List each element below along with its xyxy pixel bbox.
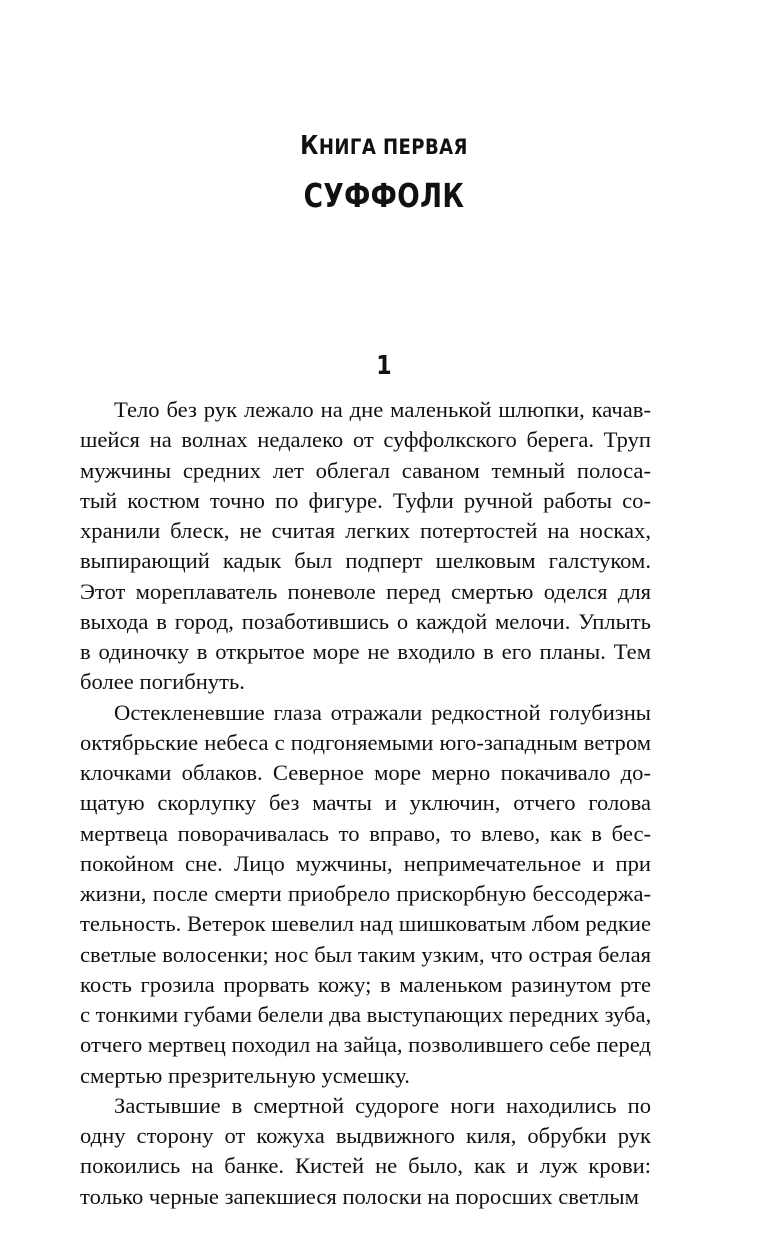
text-line: Остекленевшие глаза отражали редкостной голубизны — [114, 699, 651, 725]
text-line: покоились на банке. Кистей не было, как и луж крови: — [80, 1153, 651, 1179]
text-line: шейся на волнах недалеко от суффолкского берега. Труп — [80, 427, 651, 453]
paragraph — [80, 395, 651, 698]
book-title-rest: НИГА ПЕРВАЯ — [318, 135, 468, 159]
part-title: СУФФОЛК — [303, 176, 465, 215]
text-line: тый костюм точно по фигуре. Туфли ручной работы со- — [80, 487, 651, 513]
book-title — [54, 131, 714, 161]
text-line: Этот мореплаватель поневоле перед смертью оделся для — [80, 578, 651, 604]
text-line: жизни, после смерти приобрело прискорбную бессодержа- — [80, 881, 651, 906]
text-line: хранили блеск, не считая легких потертостей на носках, — [80, 518, 651, 543]
text-line: кость грозила прорвать кожу; в маленьком разинутом рте — [80, 971, 651, 997]
text-line: Застывшие в смертной судороге ноги находились по — [114, 1092, 651, 1118]
text-line: в одиночку в открытое море не входило в его планы. Тем — [80, 639, 651, 664]
book-title-initial: К — [300, 131, 319, 161]
paragraph — [80, 1091, 651, 1212]
text-line: тельность. Ветерок шевелил над шишковатым лбом редкие — [80, 911, 651, 937]
text-line: более погибнуть. — [80, 669, 245, 695]
text-line: с тонкими губами белели два выступающих передних зуба, — [80, 1002, 652, 1027]
text-line: выхода в город, позаботившись о каждой мелочи. Уплыть — [80, 608, 651, 634]
text-line: смертью презрительную усмешку. — [80, 1062, 410, 1088]
text-line: отчего мертвец походил на зайца, позволившего себе перед — [80, 1032, 651, 1058]
paragraph — [80, 698, 651, 1091]
text-line: светлые волосенки; нос был таким узким, что острая белая — [80, 941, 651, 967]
body-text — [80, 395, 651, 1212]
text-line: мертвеца поворачивалась то вправо, то влево, как в бес- — [80, 820, 651, 846]
text-line: щатую скорлупку без мачты и уключин, отчего голова — [80, 790, 651, 816]
text-line: Тело без рук лежало на дне маленькой шлюпки, качав- — [114, 397, 651, 422]
text-line: выпирающий кадык был подперт шелковым галстуком. — [80, 548, 651, 574]
chapter-number: 1 — [376, 351, 392, 381]
text-line: октябрьские небеса с подгоняемыми юго-западным ветром — [80, 729, 651, 755]
text-line: только черные запекшиеся полоски на поросших светлым — [80, 1183, 639, 1209]
text-line: одну сторону от кожуха выдвижного киля, обрубки рук — [80, 1123, 651, 1148]
text-line: мужчины средних лет облегал саваном темный полоса- — [80, 457, 651, 483]
text-line: покойном сне. Лицо мужчины, непримечательное и при — [80, 850, 651, 876]
text-line: клочками облаков. Северное море мерно покачивало до- — [80, 760, 651, 785]
